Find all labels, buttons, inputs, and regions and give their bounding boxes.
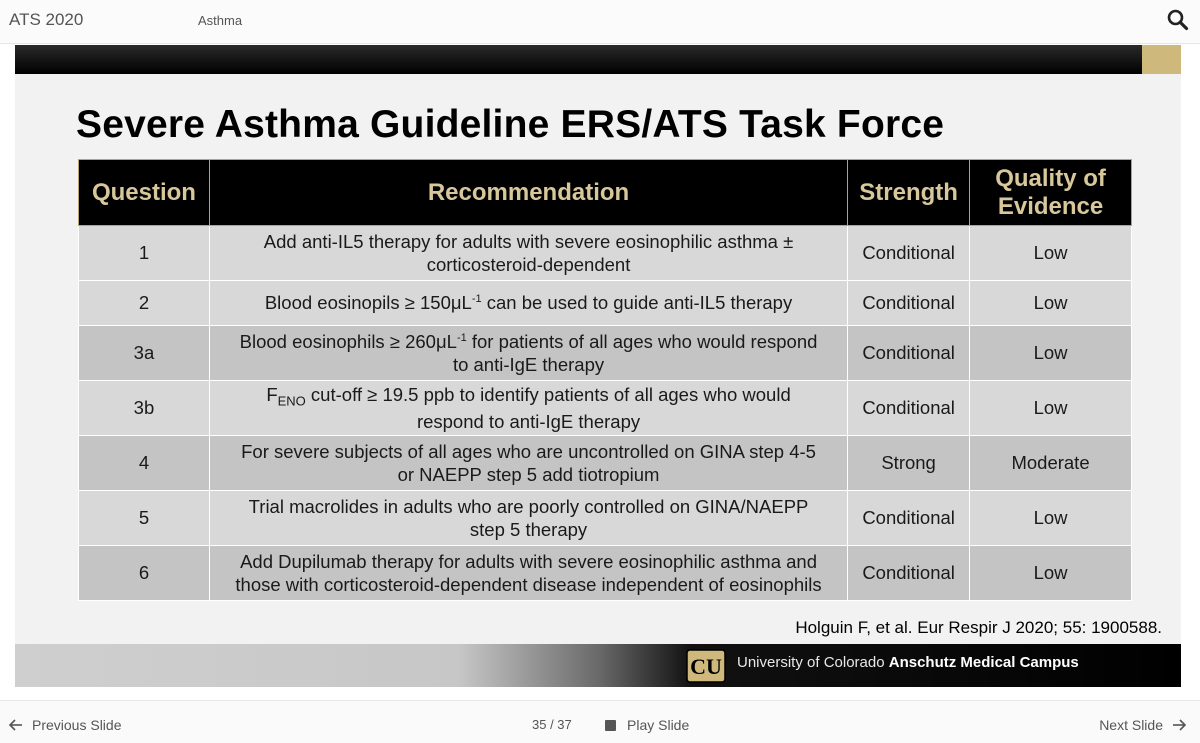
cell-strength: Strong <box>848 436 970 491</box>
stop-square-icon <box>605 720 616 731</box>
university-logo-icon <box>686 649 726 683</box>
slide-canvas <box>15 45 1181 687</box>
play-slide-label: Play Slide <box>627 717 690 733</box>
cell-quality: Low <box>970 326 1132 381</box>
cell-question: 2 <box>79 281 210 326</box>
table-row <box>79 281 1132 326</box>
cell-question: 5 <box>79 491 210 546</box>
bottom-nav-bar <box>0 700 1200 743</box>
table-row <box>79 381 1132 436</box>
cell-question: 4 <box>79 436 210 491</box>
table-row <box>79 436 1132 491</box>
app-title: ATS 2020 <box>9 10 84 29</box>
next-slide-button[interactable] <box>1099 717 1187 733</box>
cell-question: 3a <box>79 326 210 381</box>
slide-header-band <box>15 45 1142 74</box>
cell-quality: Low <box>970 381 1132 436</box>
top-bar <box>0 0 1200 44</box>
recommendations-table <box>78 159 1132 601</box>
cell-strength: Conditional <box>848 226 970 281</box>
table-row <box>79 491 1132 546</box>
play-slide-button[interactable] <box>605 717 689 733</box>
cell-strength: Conditional <box>848 281 970 326</box>
cell-quality: Low <box>970 491 1132 546</box>
slide-gold-accent <box>1142 45 1181 74</box>
cell-quality: Moderate <box>970 436 1132 491</box>
cell-recommendation: Blood eosinophils ≥ $260\mu L^{-1}$ for patients of all ages who would respond to anti-IgE therapy <box>209 326 847 381</box>
cell-question: 3b <box>79 381 210 436</box>
search-icon[interactable] <box>1166 8 1190 32</box>
slide-counter: 35 / 37 <box>532 717 572 732</box>
cell-recommendation: Blood eosinopils ≥ $150\mu L^{-1}$ can be used to guide anti-IL5 therapy <box>209 281 847 326</box>
cell-strength: Conditional <box>848 491 970 546</box>
cell-quality: Low <box>970 281 1132 326</box>
table-row <box>79 326 1132 381</box>
cell-strength: Conditional <box>848 546 970 601</box>
svg-text:CU: CU <box>690 654 722 679</box>
next-slide-label: Next Slide <box>1099 717 1163 733</box>
cell-strength: Conditional <box>848 326 970 381</box>
university-name: University of Colorado Anschutz Medical Campus <box>737 654 1079 671</box>
previous-slide-button[interactable] <box>8 717 122 733</box>
table-header-row <box>79 160 1132 226</box>
breadcrumb[interactable]: Asthma <box>198 13 243 28</box>
previous-slide-label: Previous Slide <box>32 717 122 733</box>
arrow-left-icon <box>8 719 24 731</box>
header-quality: Quality of Evidence <box>970 160 1132 226</box>
table-row <box>79 546 1132 601</box>
cell-recommendation: For severe subjects of all ages who are uncontrolled on GINA step 4-5 or NAEPP step 5 add tiotropium <box>209 436 847 491</box>
cell-recommendation: Add anti-IL5 therapy for adults with severe eosinophilic asthma ± corticosteroid-dependent <box>209 226 847 281</box>
table-row <box>79 226 1132 281</box>
search-button[interactable] <box>1166 8 1190 32</box>
cell-recommendation: $F_{ENO}$ cut-off ≥ 19.5 ppb to identify patients of all ages who would respond to anti-IgE therapy <box>209 381 847 436</box>
cell-question: 1 <box>79 226 210 281</box>
cell-quality: Low <box>970 546 1132 601</box>
cell-question: 6 <box>79 546 210 601</box>
slide-title: Severe Asthma Guideline ERS/ATS Task Force <box>76 103 945 146</box>
cell-recommendation: Add Dupilumab therapy for adults with severe eosinophilic asthma and those with corticosteroid-dependent disease independent of eosinophils <box>209 546 847 601</box>
cell-strength: Conditional <box>848 381 970 436</box>
arrow-right-icon <box>1171 719 1187 731</box>
header-question: Question <box>79 160 210 226</box>
cell-quality: Low <box>970 226 1132 281</box>
header-recommendation: Recommendation <box>209 160 847 226</box>
cell-recommendation: Trial macrolides in adults who are poorly controlled on GINA/NAEPP step 5 therapy <box>209 491 847 546</box>
header-strength: Strength <box>848 160 970 226</box>
citation: Holguin F, et al. Eur Respir J 2020; 55: 1900588. <box>795 618 1162 637</box>
